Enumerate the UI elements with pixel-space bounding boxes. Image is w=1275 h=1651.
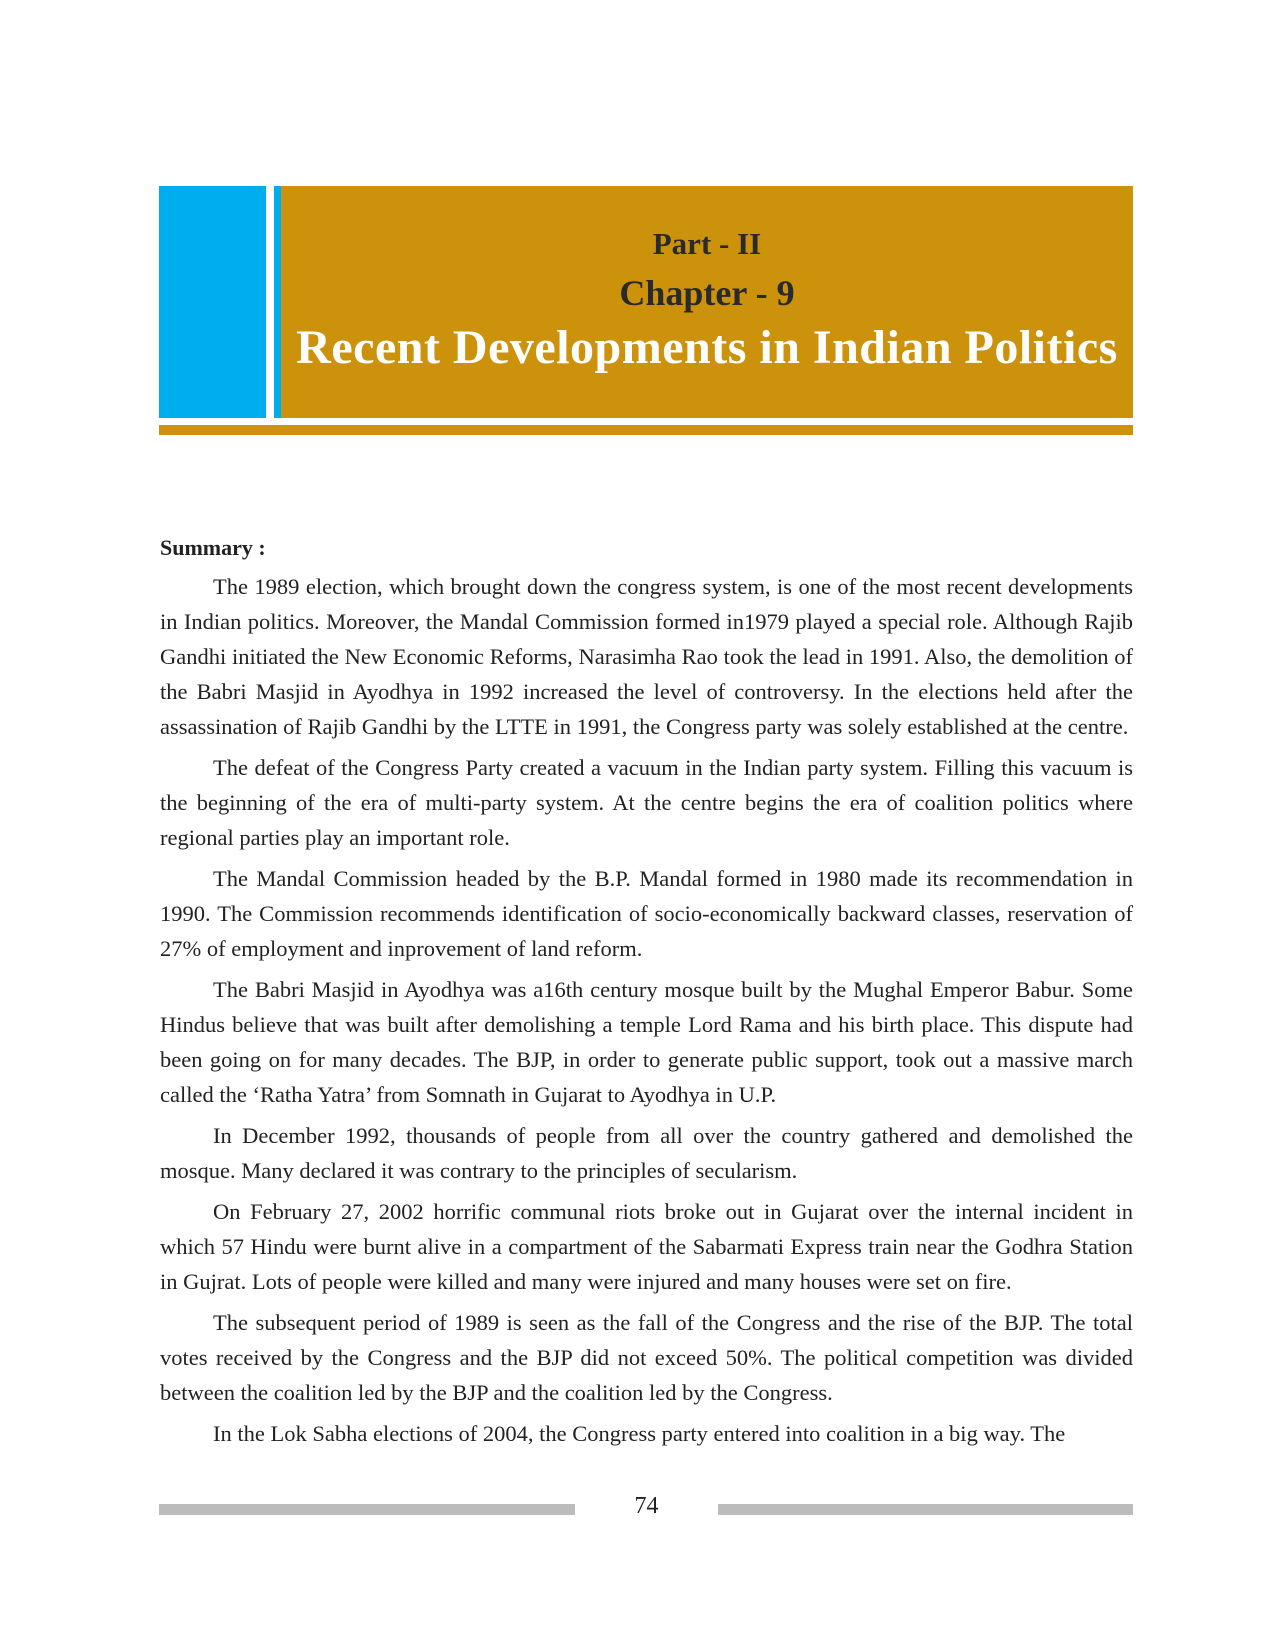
summary-paragraph: The Mandal Commission headed by the B.P. Mandal formed in 1980 made its recommendation in 1990. The Commission recommends identification of socio-economically backward classes, reservation of 27% of employment and inprovement of land reform. [160,866,1133,961]
part-label: Part - II [652,226,762,261]
summary-paragraph: In the Lok Sabha elections of 2004, the Congress party entered into coalition in a big way. The [213,1421,1066,1446]
summary-paragraph: The defeat of the Congress Party created a vacuum in the Indian party system. Filling this vacuum is the beginning of the era of multi-party system. At the centre begins the era of coalition politics where regional parties play an important role. [160,755,1133,850]
header-blue-stripe [274,186,281,418]
header-underline [159,425,1133,435]
summary-paragraph: The Babri Masjid in Ayodhya was a16th century mosque built by the Mughal Emperor Babur. Some Hindus believe that was built after demolishing a temple Lord Rama and his birth place. This dispute had been going on for many decades. The BJP, in order to generate public support, took out a massive march called the ‘Ratha Yatra’ from Somnath in Gujarat to Ayodhya in U.P. [160,977,1133,1107]
summary-paragraph: In December 1992, thousands of people from all over the country gathered and demolished the mosque. Many declared it was contrary to the principles of secularism. [160,1123,1133,1183]
footer-bar-right [718,1504,1133,1515]
summary-section [160,530,1133,1457]
summary-paragraph: The subsequent period of 1989 is seen as the fall of the Congress and the rise of the BJP. The total votes received by the Congress and the BJP did not exceed 50%. The political competition was divided between the coalition led by the BJP and the coalition led by the Congress. [160,1310,1133,1405]
chapter-title: Recent Developments in Indian Politics [296,321,1118,374]
page-number: 74 [634,1493,659,1519]
summary-paragraph: The 1989 election, which brought down the congress system, is one of the most recent developments in Indian politics. Moreover, the Mandal Commission formed in1979 played a special role. Although Rajib Gandhi initiated the New Economic Reforms, Narasimha Rao took the lead in 1991. Also, the demolition of the Babri Masjid in Ayodhya in 1992 increased the level of controversy. In the elections held after the assassination of Rajib Gandhi by the LTTE in 1991, the Congress party was solely established at the centre. [160,574,1133,739]
summary-paragraph: On February 27, 2002 horrific communal riots broke out in Gujarat over the internal incident in which 57 Hindu were burnt alive in a compartment of the Sabarmati Express train near the Godhra Station in Gujrat. Lots of people were killed and many were injured and many houses were set on fire. [160,1199,1133,1294]
header-blue-block [159,186,266,418]
summary-heading: Summary : [160,535,266,560]
footer-bar-left [159,1504,575,1515]
chapter-label: Chapter - 9 [619,273,795,313]
